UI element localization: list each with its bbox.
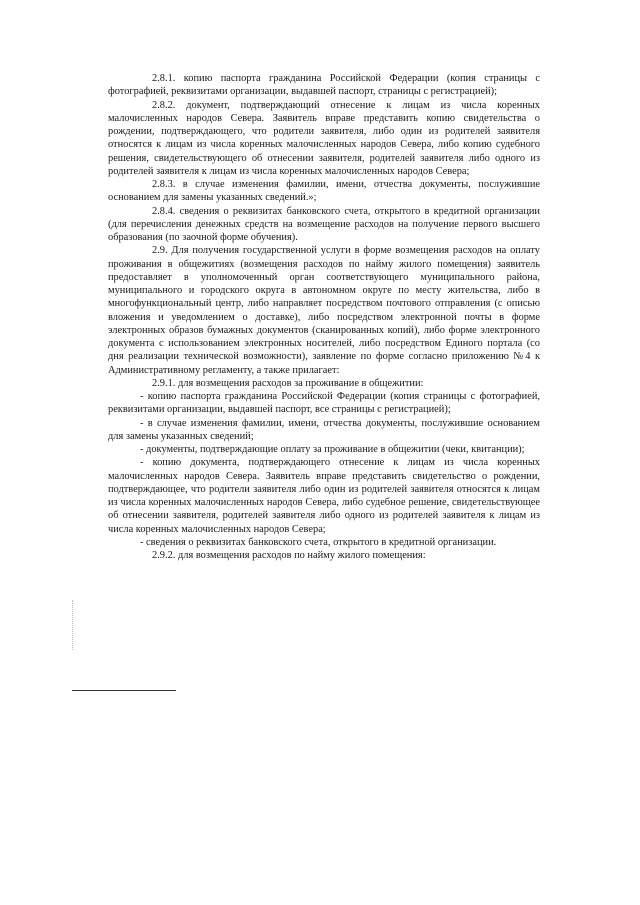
list-item-indigenous-proof: - копию документа, подтверждающего отнесение к лицам из числа коренных малочисленных народов Севера. Заявитель вправе представить свидетельство о рождении, подтверждающее, что родители заявителя либо один из родителей заявителя относятся к лицам из числа коренных малочисленных народов Севера, либо судебное решение, свидетельствующее об отнесении заявителя, родителей заявителя либо одного из родителей заявителя к лицам из числа коренных малочисленных народов Севера; xyxy=(108,457,540,535)
footnote-divider xyxy=(72,690,176,691)
list-item-passport: - копию паспорта гражданина Российской Федерации (копия страницы с фотографией, реквизитами организации, выдавшей паспорт, все страницы с регистрацией); xyxy=(108,391,540,416)
list-item-payment-docs: - документы, подтверждающие оплату за проживание в общежитии (чеки, квитанции); xyxy=(140,444,525,455)
scan-margin-marks xyxy=(72,600,75,650)
paragraph-2-8-3: 2.8.3. в случае изменения фамилии, имени, отчества документы, послужившие основанием для замены указанных сведений.»; xyxy=(108,179,540,204)
paragraph-2-9-2: 2.9.2. для возмещения расходов по найму жилого помещения: xyxy=(152,550,426,561)
paragraph-2-9: 2.9. Для получения государственной услуги в форме возмещения расходов на оплату проживания в общежитиях (возмещения расходов по найму жилого помещения) заявитель предоставляет в уполномоченный орган соответствующего муниципального района, муниципального и городского округа в автономном округе по месту жительства, либо в многофункциональный центр, либо направляет посредством почтового отправления (с описью вложения и уведомлением о доставке), либо посредством электронной почты в форме электронных образов бумажных документов (сканированных копий), либо форме электронного документа с использованием электронных носителей, либо посредством Единого портала (со дня реализации технической возможности), заявление по форме согласно приложению №4 к Административному регламенту, а также прилагает: xyxy=(108,245,540,376)
document-body xyxy=(108,72,540,562)
list-item-name-change: - в случае изменения фамилии, имени, отчества документы, послужившие основанием для замены указанных сведений; xyxy=(108,417,540,442)
paragraph-2-9-1: 2.9.1. для возмещения расходов за проживание в общежитии: xyxy=(152,377,424,389)
paragraph-2-8-2: 2.8.2. документ, подтверждающий отнесение к лицам из числа коренных малочисленных народов Севера. Заявитель вправе представить копию свидетельства о рождении, подтверждающего, что родители заявителя, либо один из родителей заявителя относятся к лицам из числа коренных малочисленных народов Севера, либо копию судебного решения, свидетельствующего об отнесении заявителя, родителей заявителя либо одного из родителей заявителя к лицам из числа коренных малочисленных народов Севера; xyxy=(108,99,540,177)
paragraph-2-8-4: 2.8.4. сведения о реквизитах банковского счета, открытого в кредитной организации (для перечисления денежных средств на возмещение расходов на получение первого высшего образования (по заочной форме обучения). xyxy=(108,205,540,243)
list-item-bank-details: - сведения о реквизитах банковского счета, открытого в кредитной организации. xyxy=(140,536,497,548)
paragraph-2-8-1: 2.8.1. копию паспорта гражданина Российской Федерации (копия страницы с фотографией, реквизитами организации, выдавшей паспорт, страницы с регистрацией); xyxy=(108,73,540,98)
